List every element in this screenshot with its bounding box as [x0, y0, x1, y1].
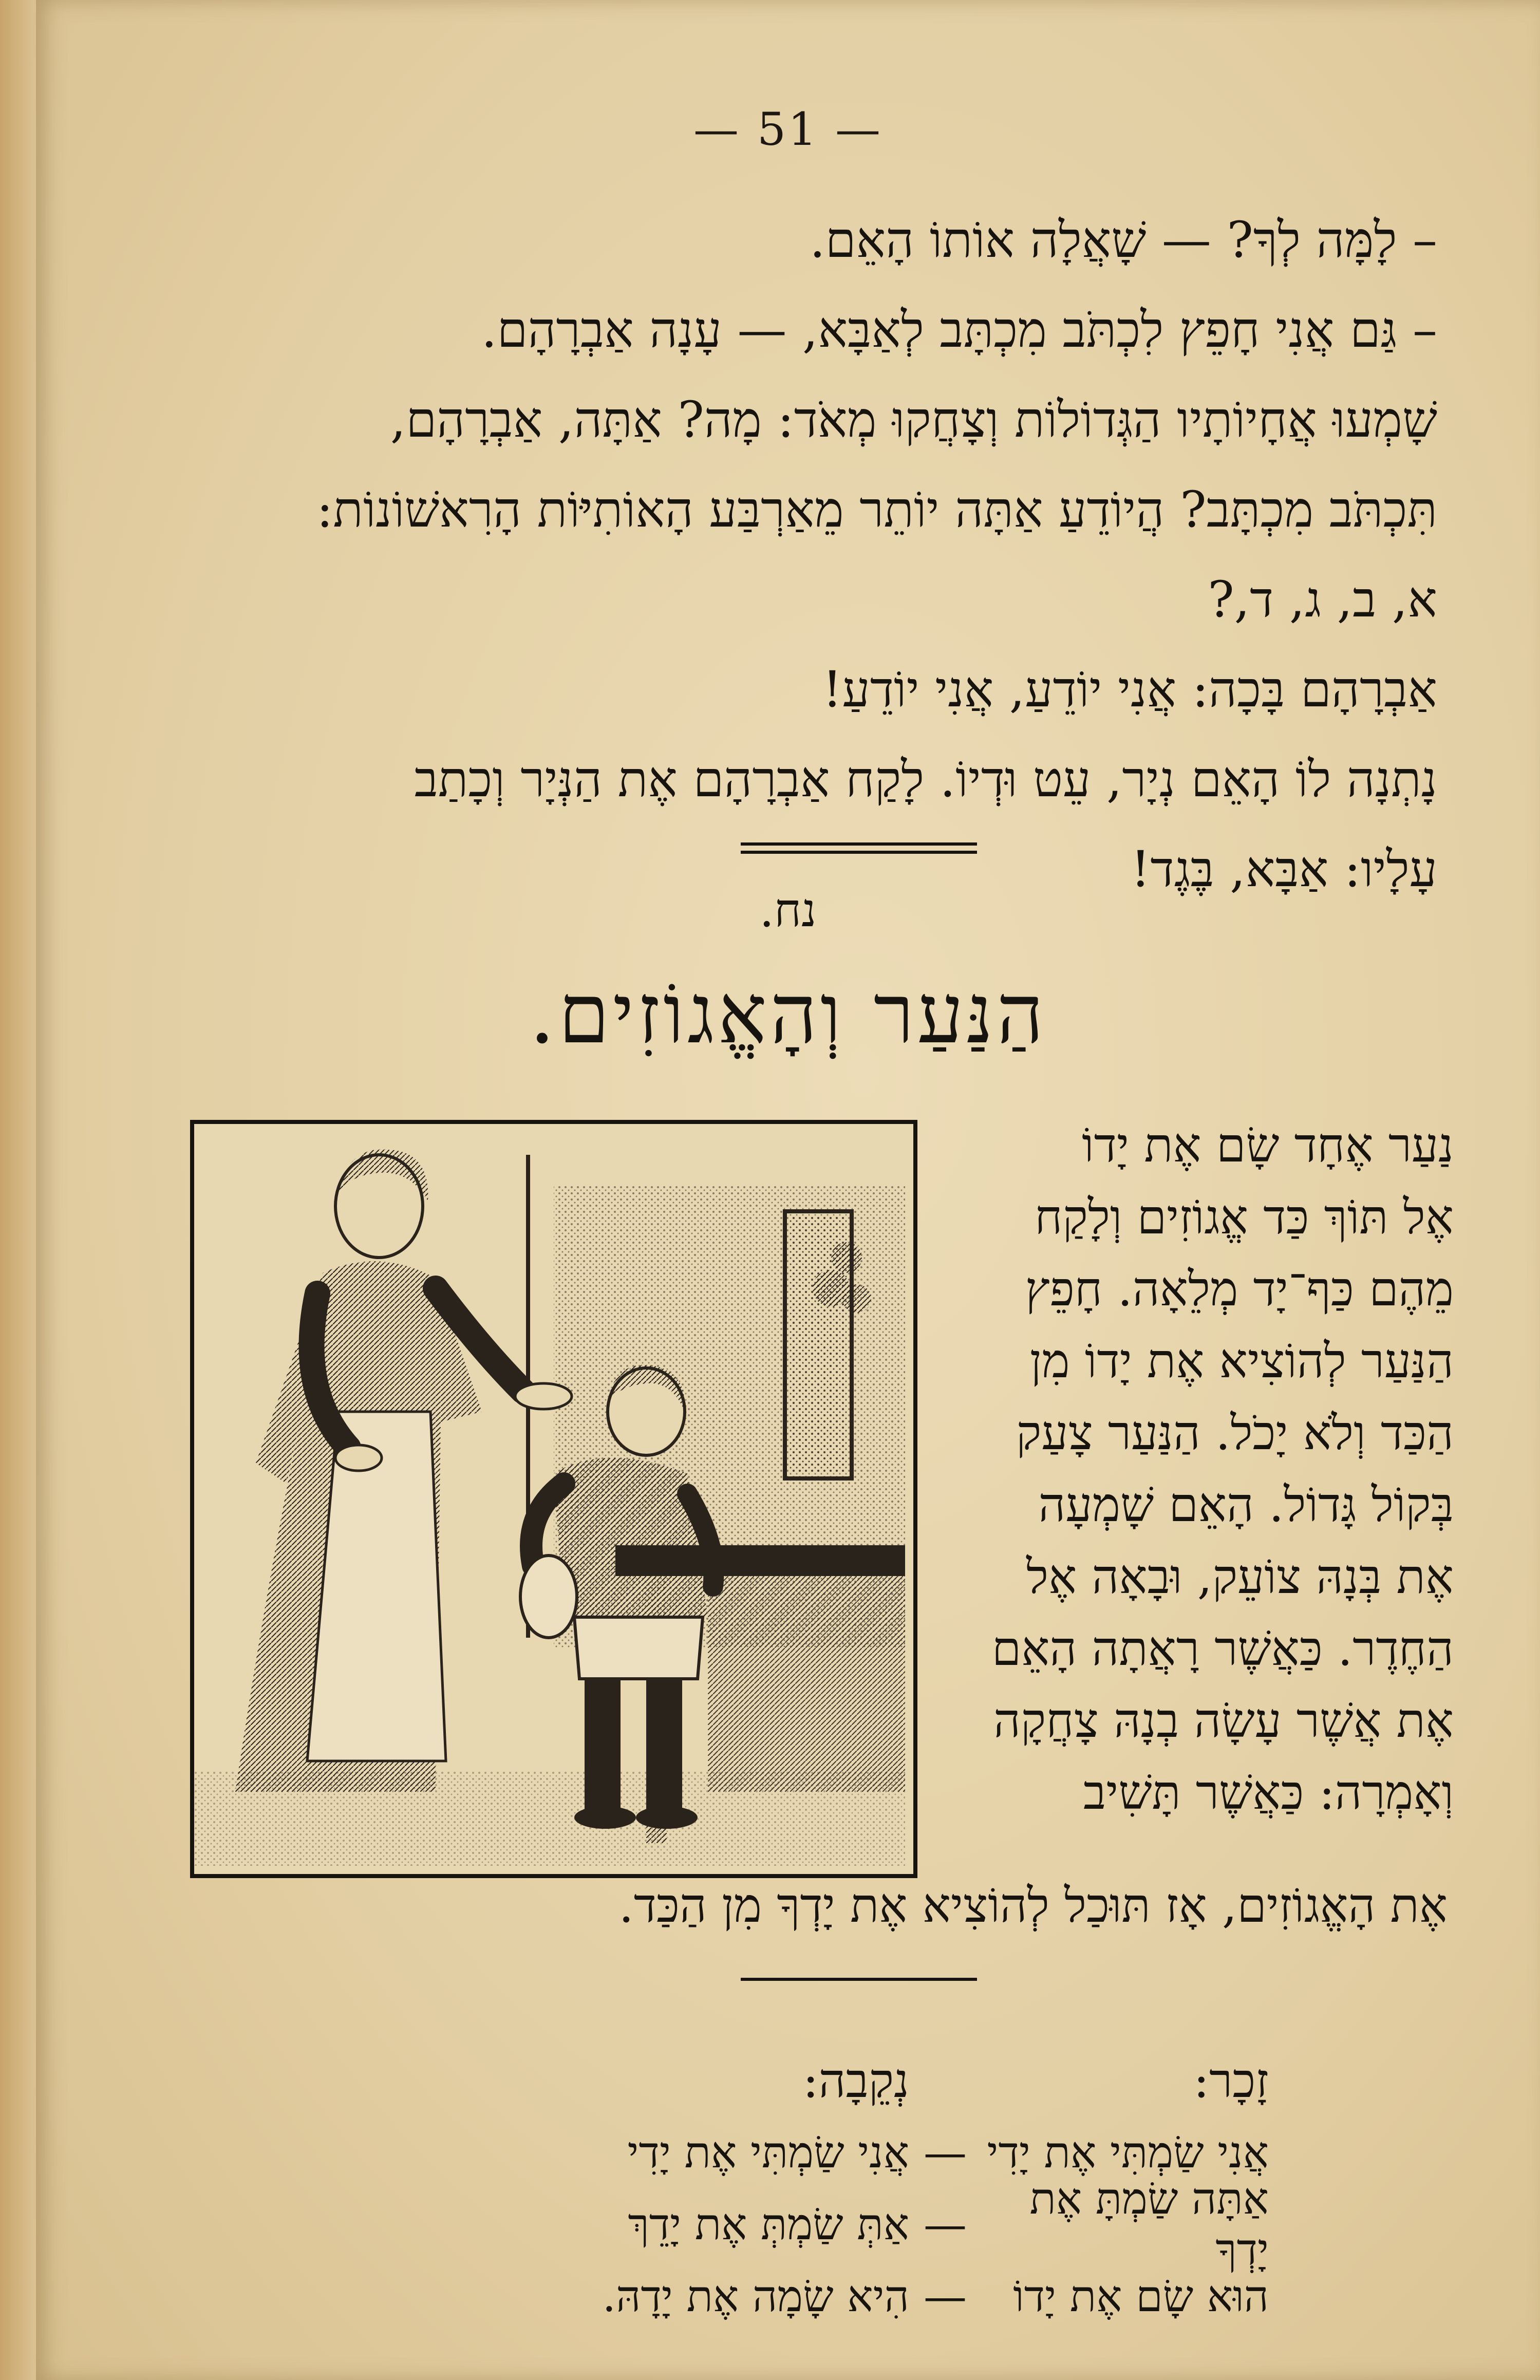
chapter-number: נח. — [759, 884, 817, 938]
story-text-beside-picture — [940, 1110, 1454, 1829]
paragraph-line: א, ב, ג, ד,? — [1208, 571, 1437, 628]
mother-and-boy-picture-icon — [194, 1124, 905, 1866]
story-line: מֵהֶם כַּף־יָד מְלֵאָה. חָפֵץ — [1025, 1262, 1454, 1317]
story-line: נַעַר אֶחָד שָׂם אֶת יָדוֹ — [1082, 1118, 1454, 1173]
table-row — [498, 2173, 1269, 2275]
paragraph-line: – לָמָּה לְךָ? — שָׁאֲלָה אוֹתוֹ הָאֵם. — [810, 211, 1437, 269]
page-number: — 51 — — [693, 103, 882, 156]
paragraph-line: תִּכְתֹּב מִכְתָּב? הֲיוֹדֵעַ אַתָּה יוֹתֵר מֵאַרְבַּע הָאוֹתִיּוֹת הָרִאשׁוֹנוֹת: — [316, 481, 1437, 538]
book-page — [36, 0, 1540, 2380]
paragraph-line: שָׁמְעוּ אֲחָיוֹתָיו הַגְּדוֹלוֹת וְצָחֲקוּ מְאֹד: מָה? אַתָּה, אַבְרָהָם, — [390, 391, 1437, 448]
paragraph-line: – גַּם אֲנִי חָפֵץ לִכְתֹּב מִכְתָּב לְאַבָּא, — עָנָה אַבְרָהָם. — [481, 301, 1437, 359]
female-form: אֲנִי שַׂמְתִּי אֶת יָדִי — [627, 2127, 909, 2178]
header-male: זָכָר: — [1193, 2053, 1269, 2108]
female-form: אַתְּ שַׂמְתְּ אֶת יָדֵךְ — [628, 2199, 909, 2250]
story-line: בְּקוֹל גָּדוֹל. הָאֵם שָׁמְעָה — [1038, 1477, 1454, 1532]
male-form: אֲנִי שַׂמְתִּי אֶת יָדִי — [987, 2127, 1269, 2178]
dash: — — [924, 2199, 967, 2250]
story-line: הַכַּד וְלֹא יָכֹל. הַנַּעַר צָעַק — [1016, 1405, 1454, 1460]
male-form: הוּא שָׂם אֶת יָדוֹ — [1013, 2271, 1269, 2321]
story-line: אֶת בְּנָהּ צוֹעֵק, וּבָאָה אֶל — [1026, 1549, 1454, 1604]
paragraph-line: עָלָיו: אַבָּא, בֶּגֶד! — [1130, 840, 1437, 898]
table-header-row — [498, 2045, 1269, 2116]
story-final-line: אֶת הָאֱגוֹזִים, אָז תּוּכַל לְהוֹצִיא אֶת יָדְךָ מִן הַכַּד. — [618, 1878, 1448, 1933]
female-form: הִיא שָׂמָה אֶת יָדָהּ. — [602, 2271, 909, 2321]
section-divider — [741, 1978, 977, 1981]
header-female: נְקֵבָה: — [802, 2053, 909, 2108]
woodcut-illustration — [190, 1120, 917, 1878]
male-form: אַתָּה שַׂמְתָּ אֶת יָדְךָ — [1029, 2173, 1269, 2275]
story-line: הַנַּעַר לְהוֹצִיא אֶת יָדוֹ מִן — [1029, 1334, 1454, 1389]
dash: — — [924, 2127, 967, 2178]
story-line: אֶל תּוֹךְ כַּד אֱגוֹזִים וְלָקַח — [1035, 1190, 1454, 1245]
top-paragraph — [179, 195, 1437, 914]
conjugation-table — [498, 2045, 1269, 2332]
story-line: וְאָמְרָה: כַּאֲשֶׁר תָּשִׁיב — [1083, 1765, 1454, 1820]
book-spine-edge — [0, 0, 36, 2380]
paragraph-line: אַבְרָהָם בָּכָה: אֲנִי יוֹדֵעַ, אֲנִי יוֹדֵעַ! — [822, 661, 1437, 718]
dash: — — [924, 2271, 967, 2321]
story-title: הַנַּעַר וְהָאֱגוֹזִים. — [529, 966, 1047, 1062]
paragraph-line: נָתְנָה לוֹ הָאֵם נְיָר, עֵט וּדְיוֹ. לָקַח אַבְרָהָם אֶת הַנְּיָר וְכָתַב — [414, 751, 1437, 808]
story-line: הַחֶדֶר. כַּאֲשֶׁר רָאֲתָה הָאֵם — [991, 1621, 1454, 1676]
story-line: אֶת אֲשֶׁר עָשָׂה בְנָהּ צָחֲקָה — [993, 1693, 1454, 1748]
section-divider-double — [741, 842, 977, 854]
table-row — [498, 2260, 1269, 2332]
